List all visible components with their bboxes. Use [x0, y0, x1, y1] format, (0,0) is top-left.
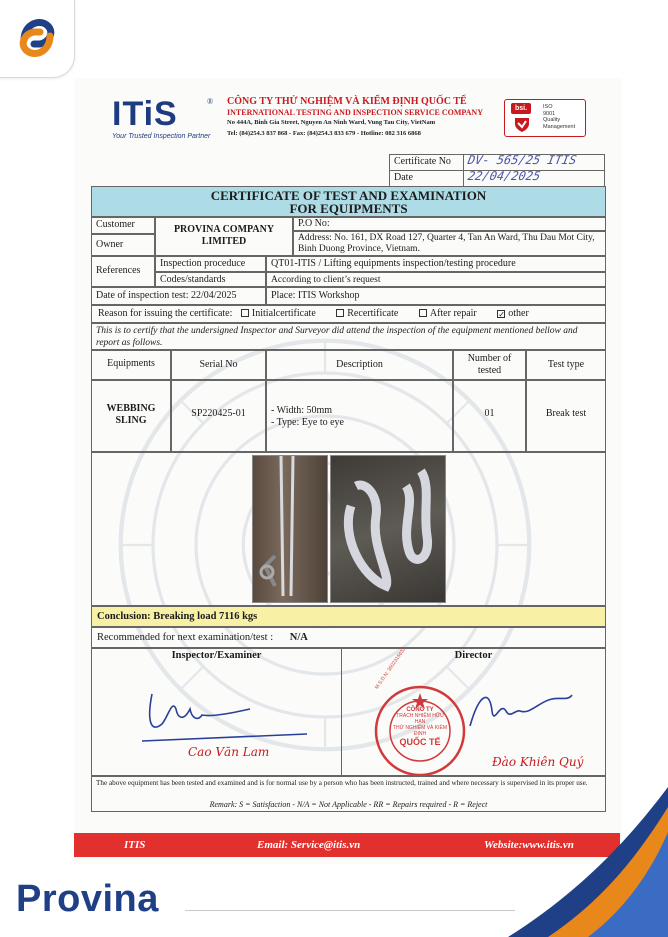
col-number-tested: Number of tested: [453, 350, 526, 380]
remark-legend: Remark: S = Satisfaction - N/A = Not Applicable - RR = Repairs required - R = Reject: [209, 800, 488, 809]
sling-broken-image: [331, 456, 446, 603]
customer-label: Customer: [91, 217, 155, 234]
director-label: Director: [454, 650, 493, 661]
row-equipment: WEBBING SLING: [91, 380, 171, 452]
customer-name-2: LIMITED: [201, 236, 247, 247]
col-equipments: Equipments: [91, 350, 171, 380]
sling-hanging-image: [253, 456, 328, 603]
after-repair-checkbox[interactable]: [419, 309, 427, 317]
usage-note: The above equipment has been tested and examined and is for normal use by a person who has been instructed, trained and where necessary is supervised in its proper use.: [96, 779, 588, 787]
desc-width: - Width: 50mm: [271, 405, 333, 416]
cert-no-label: Certificate No: [394, 156, 451, 167]
band-company: ITIS: [124, 839, 146, 851]
reason-initial: Initialcertificate: [251, 308, 316, 319]
customer-value: [155, 217, 293, 256]
col-test-type: Test type: [526, 350, 606, 380]
certification-statement: This is to certify that the undersigned Inspector and Surveyor did attend the inspection of the equipment mentioned bellow and report as follows.: [91, 323, 606, 350]
stamp-mid-2: THỬ NGHIỆM VÀ KIỂM ĐỊNH: [393, 725, 447, 737]
itis-tagline: Your Trusted Inspection Partner: [112, 133, 211, 140]
itis-logo-text: ITiS: [112, 95, 178, 133]
company-name-vn: CÔNG TY THỬ NGHIỆM VÀ KIỂM ĐỊNH QUỐC TẾ: [227, 96, 467, 107]
director-column: [342, 646, 605, 777]
corner-sweep-icon: [468, 787, 668, 937]
col-serial: Serial No: [171, 350, 266, 380]
owner-label: Owner: [91, 234, 155, 256]
brand-divider: [185, 910, 515, 911]
row-description: [266, 380, 453, 452]
cert-no-value: DV- 565/25 ITIS: [466, 153, 578, 167]
conclusion: Conclusion: Breaking load 7116 kgs: [91, 606, 606, 627]
director-signature-icon: [460, 681, 580, 741]
initial-checkbox[interactable]: [241, 309, 249, 317]
bsi-badge: bsi.: [511, 103, 531, 114]
provina-emblem-icon: [10, 10, 64, 66]
recommend-label: Recommended for next examination/test :: [97, 632, 274, 643]
company-address: No 444A, Binh Gia Street, Nguyen An Ninh Ward, Vung Tau City, VietNam: [227, 119, 436, 126]
inspector-label: Inspector/Examiner: [171, 650, 262, 661]
inspector-column: [92, 649, 342, 777]
provina-wordmark: Provina: [16, 878, 159, 920]
col-description: Description: [266, 350, 453, 380]
iso-cert-logo: [504, 99, 586, 137]
certificate-title: [91, 186, 606, 217]
stamp-mid-1: TRÁCH NHIỆM HỮU HẠN: [396, 713, 444, 725]
director-name: Đào Khiên Quý: [492, 755, 584, 769]
procedure-value: QT01-ITIS / Lifting equipments inspection/testing procedure: [266, 256, 606, 272]
photo-row: [91, 452, 606, 606]
certificate-number-box: [389, 154, 605, 187]
recert-checkbox[interactable]: [336, 309, 344, 317]
reason-row: [91, 305, 606, 323]
stamp-text: [392, 707, 448, 747]
cert-date-value: 22/04/2025: [466, 169, 542, 183]
stamp-main: QUỐC TẾ: [399, 737, 441, 747]
desc-type: - Type: Eye to eye: [271, 417, 344, 428]
inspector-signature-icon: [132, 679, 312, 749]
registered-mark: ®: [207, 97, 214, 106]
other-checkbox-checked[interactable]: ✓: [498, 310, 505, 319]
cert-date-label: Date: [394, 172, 413, 183]
company-header: [112, 97, 592, 147]
band-website[interactable]: Website:www.itis.vn: [484, 839, 574, 851]
provina-corner-logo: [0, 0, 75, 78]
row-test-type: Break test: [526, 380, 606, 452]
company-name-en: INTERNATIONAL TESTING AND INSPECTION SERVICE COMPANY: [227, 107, 483, 117]
codes-label: Codes/standards: [155, 272, 266, 287]
company-info: [227, 97, 507, 139]
photo-sling-hanging: [252, 455, 328, 603]
iso-line-3: Quality: [543, 117, 561, 123]
inspection-date: Date of inspection test: 22/04/2025: [91, 287, 266, 305]
row-serial: SP220425-01: [171, 380, 266, 452]
photo-sling-broken: [330, 455, 446, 603]
reason-other: other: [508, 308, 529, 319]
stamp-code: M.S.D.N: 3502315633: [374, 646, 408, 691]
iso-text: [543, 104, 575, 130]
company-contact: Tel: (84)254.3 837 868 - Fax: (84)254.3 833 679 - Hotline: 082 316 6868: [227, 129, 421, 137]
iso-line-1: ISO: [543, 104, 553, 110]
procedure-label: Inspection proceduce: [155, 256, 266, 272]
stamp-top: CÔNG TY: [406, 707, 434, 713]
po-number: P.O No:: [293, 217, 606, 231]
iso-line-4: Management: [543, 123, 576, 130]
recommendation-row: [91, 627, 606, 648]
reason-after-repair: After repair: [429, 308, 477, 319]
references-label: References: [91, 256, 155, 287]
row-count: 01: [453, 380, 526, 452]
cert-box-divider: [463, 155, 464, 186]
band-email[interactable]: Email: Service@itis.vn: [257, 839, 361, 851]
itis-logo: [112, 97, 217, 145]
title-line-1: CERTIFICATE OF TEST AND EXAMINATION: [210, 188, 487, 203]
inspector-name: Cao Văn Lam: [188, 745, 270, 759]
kitemark-icon: [513, 116, 531, 134]
recommend-value: N/A: [289, 632, 308, 643]
reason-recert: Recertificate: [347, 308, 399, 319]
iso-line-2: 9001: [543, 110, 556, 117]
reason-label: Reason for issuing the certificate:: [98, 308, 233, 319]
owner-address: Address: No. 161, DX Road 127, Quarter 4, Tan An Ward, Thu Dau Mot City, Binh Duong Province, Vietnam.: [293, 231, 606, 256]
signature-block: [91, 648, 606, 776]
customer-name-1: PROVINA COMPANY: [173, 224, 275, 235]
title-line-2: FOR EQUIPMENTS: [289, 201, 408, 216]
codes-value: According to client’s request: [266, 272, 606, 287]
inspection-place: Place: ITIS Workshop: [266, 287, 606, 305]
cert-date-row: [390, 171, 604, 187]
